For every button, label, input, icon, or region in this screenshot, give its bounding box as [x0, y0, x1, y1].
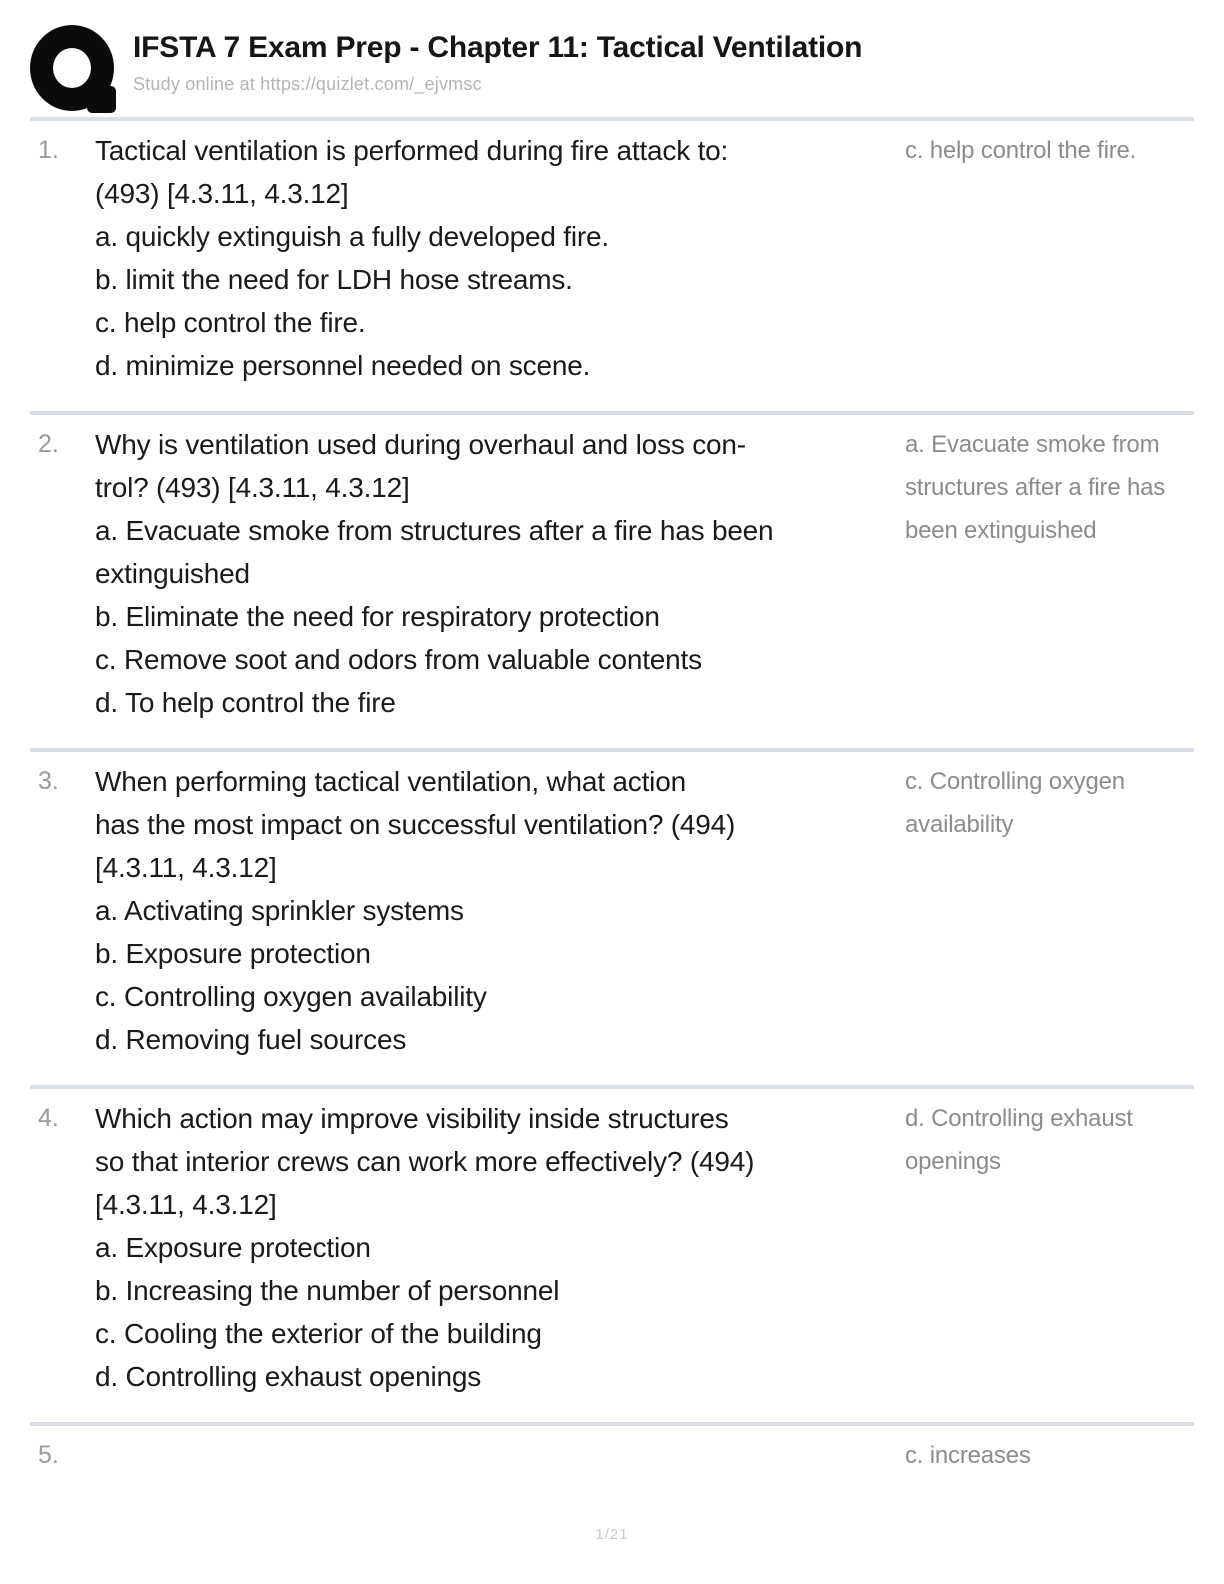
- question-line: a. Activating sprinkler systems: [95, 895, 464, 926]
- question-line: c. Cooling the exterior of the building: [95, 1318, 542, 1349]
- question-line: d. To help control the fire: [95, 687, 396, 718]
- question-text: [95, 760, 895, 1061]
- question-line: a. Evacuate smoke from structures after a fire has been: [95, 515, 774, 546]
- question-number: 1.: [38, 136, 59, 164]
- question-row: [30, 1085, 1194, 1422]
- question-list: [30, 117, 1194, 1501]
- question-number: 4.: [38, 1104, 59, 1132]
- quizlet-q-logo-icon: [30, 25, 120, 115]
- header-text: [120, 25, 862, 95]
- logo-tail: [87, 86, 116, 113]
- question-row: [30, 748, 1194, 1085]
- answer-text: d. Controlling exhaust openings: [905, 1105, 1133, 1175]
- question-row: [30, 1422, 1194, 1501]
- header: [30, 0, 1194, 117]
- question-line: has the most impact on successful ventilation? (494): [95, 809, 736, 840]
- question-text: [95, 423, 895, 724]
- question-number: 2.: [38, 430, 59, 458]
- question-row: [30, 117, 1194, 411]
- question-line: b. Exposure protection: [95, 938, 371, 969]
- question-line: c. Controlling oxygen availability: [95, 981, 487, 1012]
- question-line: b. limit the need for LDH hose streams.: [95, 264, 573, 295]
- study-online-link[interactable]: Study online at https://quizlet.com/_ejvmsc: [133, 74, 482, 94]
- question-line: [4.3.11, 4.3.12]: [95, 852, 277, 883]
- page-title: IFSTA 7 Exam Prep - Chapter 11: Tactical Ventilation: [133, 31, 863, 64]
- question-line: When performing tactical ventilation, what action: [95, 766, 686, 797]
- question-line: a. quickly extinguish a fully developed fire.: [95, 221, 609, 252]
- question-line: b. Eliminate the need for respiratory protection: [95, 601, 660, 632]
- question-text: [95, 1097, 895, 1398]
- question-line: Tactical ventilation is performed during fire attack to:: [95, 135, 729, 166]
- question-line: a. Exposure protection: [95, 1232, 371, 1263]
- question-number: 3.: [38, 767, 59, 795]
- question-line: (493) [4.3.11, 4.3.12]: [95, 178, 349, 209]
- answer-text: c. help control the fire.: [905, 137, 1137, 164]
- answer-text: c. Controlling oxygen availability: [905, 768, 1125, 838]
- question-line: c. help control the fire.: [95, 307, 366, 338]
- question-line: c. Remove soot and odors from valuable contents: [95, 644, 702, 675]
- question-text: [95, 129, 895, 387]
- page-footer: [0, 1526, 1224, 1544]
- question-line: Which action may improve visibility inside structures: [95, 1103, 729, 1134]
- question-line: extinguished: [95, 558, 250, 589]
- page-number: 1/21: [595, 1526, 629, 1543]
- question-line: d. minimize personnel needed on scene.: [95, 350, 591, 381]
- question-line: trol? (493) [4.3.11, 4.3.12]: [95, 472, 410, 503]
- question-line: d. Controlling exhaust openings: [95, 1361, 482, 1392]
- question-line: b. Increasing the number of personnel: [95, 1275, 560, 1306]
- question-number: 5.: [38, 1441, 59, 1469]
- question-row: [30, 411, 1194, 748]
- answer-text: c. increases: [905, 1442, 1031, 1469]
- question-line: so that interior crews can work more effectively? (494): [95, 1146, 755, 1177]
- question-line: [4.3.11, 4.3.12]: [95, 1189, 277, 1220]
- answer-text: a. Evacuate smoke from structures after a fire has been extinguished: [905, 431, 1166, 544]
- question-line: Why is ventilation used during overhaul and loss con-: [95, 429, 746, 460]
- question-line: d. Removing fuel sources: [95, 1024, 407, 1055]
